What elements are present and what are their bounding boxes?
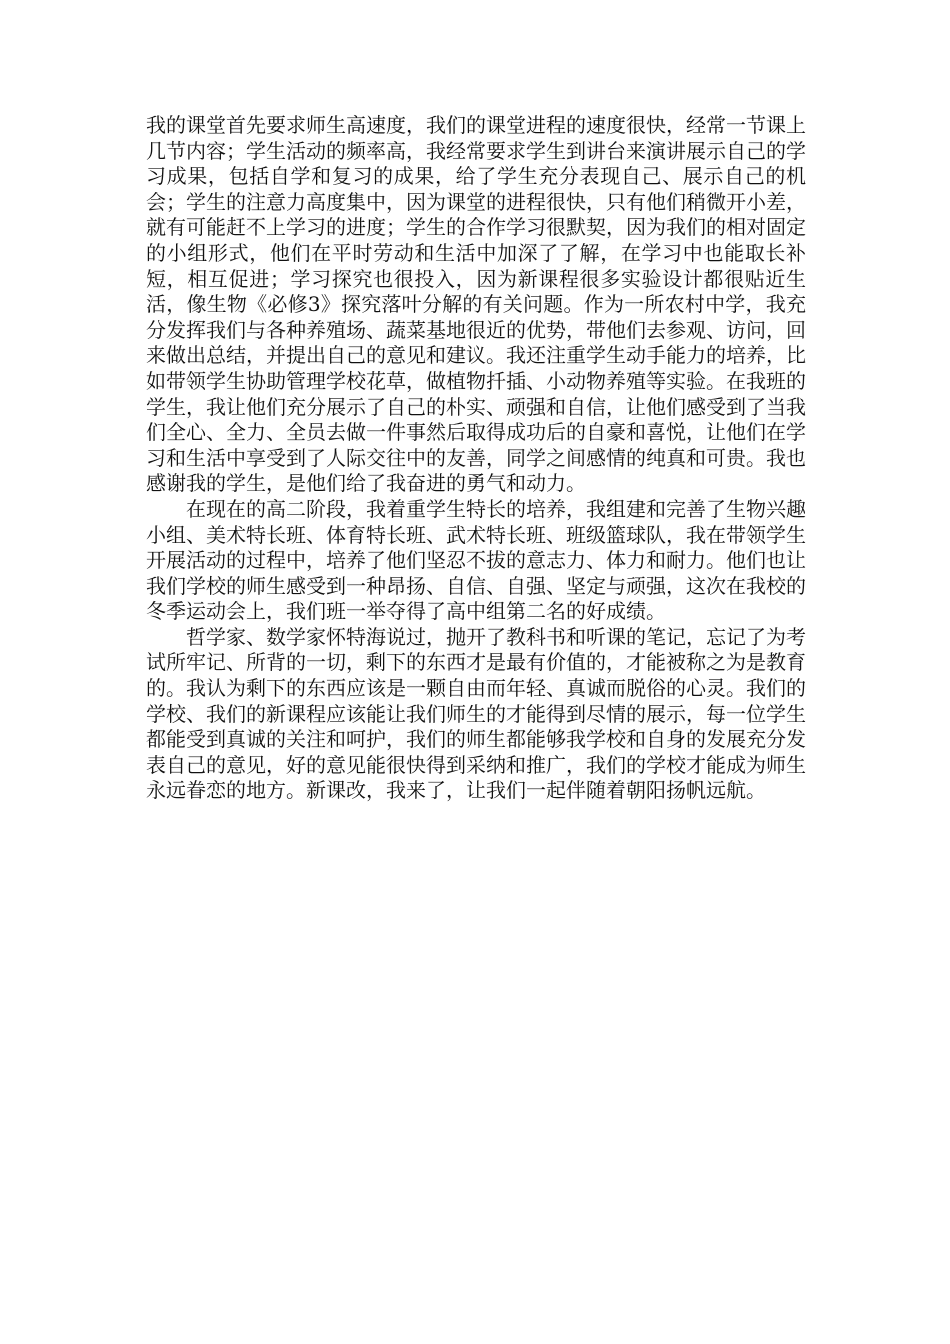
- paragraph-3: 哲学家、数学家怀特海说过，抛开了教科书和听课的笔记，忘记了为考试所牢记、所背的一切，剩下的东西才是最有价值的，才能被称之为是教育的。我认为剩下的东西应该是一颗自由而年轻、真诚而脱俗的心灵。我们的学校、我们的新课程应该能让我们师生的才能得到尽情的展示，每一位学生都能受到真诚的关注和呵护，我们的师生都能够我学校和自身的发展充分发表自己的意见，好的意见能很快得到采纳和推广，我们的学校才能成为师生永远眷恋的地方。新课改，我来了，让我们一起伴随着朝阳扬帆远航。: [146, 624, 806, 803]
- body-text: [146, 113, 806, 804]
- paragraph-2: 在现在的高二阶段，我着重学生特长的培养，我组建和完善了生物兴趣小组、美术特长班、体育特长班、武术特长班、班级篮球队，我在带领学生开展活动的过程中，培养了他们坚忍不拔的意志力、体力和耐力。他们也让我们学校的师生感受到一种昂扬、自信、自强、坚定与顽强，这次在我校的冬季运动会上，我们班一举夺得了高中组第二名的好成绩。: [146, 496, 806, 624]
- paragraph-1: 我的课堂首先要求师生高速度，我们的课堂进程的速度很快，经常一节课上几节内容；学生活动的频率高，我经常要求学生到讲台来演讲展示自己的学习成果，包括自学和复习的成果，给了学生充分表现自己、展示自己的机会；学生的注意力高度集中，因为课堂的进程很快，只有他们稍微开小差，就有可能赶不上学习的进度；学生的合作学习很默契，因为我们的相对固定的小组形式，他们在平时劳动和生活中加深了了解，在学习中也能取长补短，相互促进；学习探究也很投入，因为新课程很多实验设计都很贴近生活，像生物《必修3》探究落叶分解的有关问题。作为一所农村中学，我充分发挥我们与各种养殖场、蔬菜基地很近的优势，带他们去参观、访问，回来做出总结，并提出自己的意见和建议。我还注重学生动手能力的培养，比如带领学生协助管理学校花草，做植物扦插、小动物养殖等实验。在我班的学生，我让他们充分展示了自己的朴实、顽强和自信，让他们感受到了当我们全心、全力、全员去做一件事然后取得成功后的自豪和喜悦，让他们在学习和生活中享受到了人际交往中的友善，同学之间感情的纯真和可贵。我也感谢我的学生，是他们给了我奋进的勇气和动力。: [146, 113, 806, 496]
